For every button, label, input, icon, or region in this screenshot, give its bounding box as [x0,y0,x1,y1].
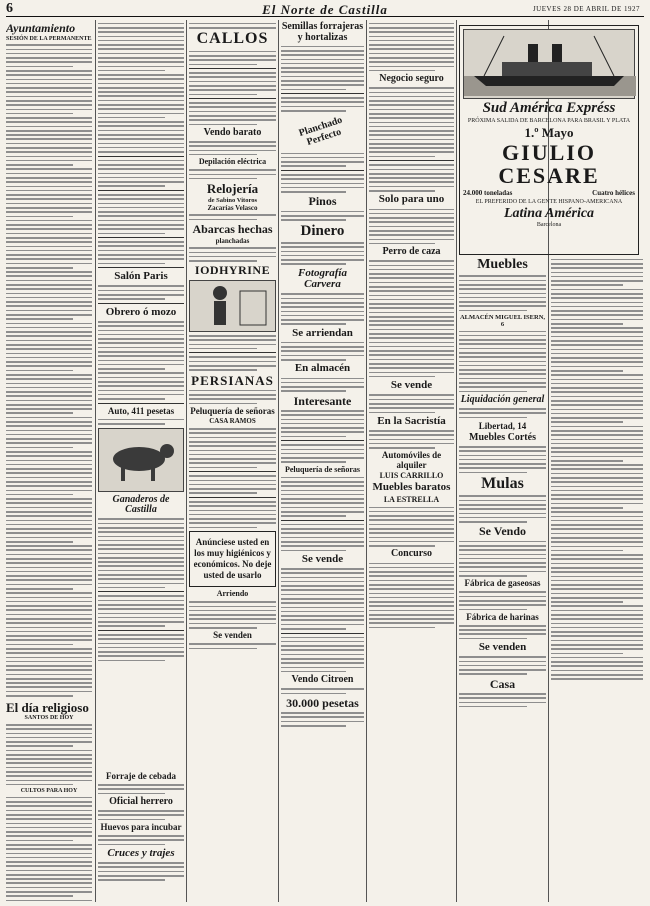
ad-heading: Abarcas hechas [192,221,273,236]
ad-heading: Obrero ó mozo [105,305,177,318]
ad-heading: Se venden [478,641,527,654]
ad-heading: Planchado Perfecto [297,114,344,148]
article-text [281,97,364,111]
article-text [281,174,364,193]
ad-heading: Fotografía Carvera [298,266,347,291]
ship-specs [463,189,635,197]
ad-heading: En la Sacristía [377,414,446,427]
article-text [98,419,184,425]
article-text [369,87,454,157]
ad-date: 1.º Mayo [524,124,574,140]
article-text [189,643,276,649]
ad-heading: Cruces y trajes [107,846,175,859]
ad-heading: Huevos para incubar [100,822,182,832]
ad-heading: Se vende [390,379,433,392]
masthead-title: El Norte de Castilla [262,2,388,17]
article-text [98,810,184,820]
ad-heading: Muebles Cortés [469,431,536,443]
article-text [189,23,276,29]
ad-heading: Perro de caza [382,246,441,258]
article-text [369,23,454,72]
ad-subheading: Libertad, 14 [478,420,527,431]
article-text [189,601,276,628]
column-rule [278,20,279,902]
ad-heading: Interesante [293,393,352,408]
ad-heading: Relojería [206,181,259,197]
article-text [281,242,364,265]
article-text [369,430,454,449]
ad-heading: Depilación eléctrica [198,157,267,167]
ad-heading: 30.000 pesetas [286,695,359,710]
subheading: SANTOS DE HOY [24,715,74,722]
ad-heading: Peluquería de señoras [190,406,275,416]
ad-heading: Se arriendan [292,326,353,339]
article-text [189,141,276,155]
ad-heading: Auto, 411 pesetas [107,405,175,416]
ad-subheading: PRÓXIMA SALIDA DE BARCELONA PARA BRASIL Y PLATA [467,117,631,124]
article-text [369,164,454,191]
ship-illustration [463,29,635,99]
animal-icon [99,429,183,489]
article-text [281,293,364,325]
article-text [189,214,276,220]
ad-heading: Mulas [481,475,524,492]
column-6 [551,256,643,904]
ad-heading: Automóviles de alquiler [381,450,442,470]
agent-name: Latina América [503,205,595,221]
ad-heading: Dinero [300,222,345,239]
ad-subheading: Zacarías Velasco [207,203,258,212]
section-heading: Ayuntamiento [6,21,76,35]
article-text [189,169,276,179]
subheading: CULTOS PARA HOY [20,788,78,795]
article-text [281,153,364,167]
column-2 [189,20,276,904]
article-text [459,495,546,522]
ad-heading: Fábrica de gaseosas [464,578,541,589]
ad-heading: Muebles baratos [372,481,451,494]
ad-heading: PERSIANAS [191,372,274,388]
article-text [6,374,92,697]
figure-icon [190,281,275,329]
article-text [189,501,276,528]
ad-subheading: planchadas [215,236,250,245]
page-header [6,2,644,17]
ad-subheading: CASA RAMOS [209,417,256,426]
ad-heading: Oficial herrero [109,795,173,807]
ad-subheading: de Sabino Vitoros [207,196,257,204]
ship-icon [464,30,636,96]
article-text [281,524,364,551]
ad-heading: Vendo Citroen [291,674,354,686]
article-text [369,563,454,629]
article-text [459,591,546,610]
article-text [459,541,546,577]
article-text [281,444,364,463]
ad-heading: En almacén [294,362,351,375]
ad-subheading: EL PREFERIDO DE LA GENTE HISPANO-AMERICANA [475,198,623,205]
column-5 [459,256,546,904]
ad-heading: Sud América Expréss [482,100,616,116]
column-3 [281,20,364,904]
page-number: 6 [6,1,13,16]
ad-heading: IODHYRINE [194,263,271,278]
agent-city: Barcelona [536,222,562,229]
article-text [281,688,364,694]
column-rule [186,20,187,902]
section-heading: El día religioso [6,699,89,715]
ship-name: GIULIO CESARE [498,140,600,189]
article-text [98,595,184,627]
article-text [459,625,546,639]
article-text [6,44,92,371]
article-text [369,260,454,377]
boxed-ad: Anúnciese usted en los muy higiénicos y económicos. No deje usted de usarlo [189,531,276,587]
ad-heading: Se vende [301,552,344,565]
article-text [6,724,92,786]
article-text [6,797,92,904]
article-text [189,72,276,95]
article-text [281,211,364,221]
article-text [189,356,276,370]
product-illustration [189,280,276,332]
article-text [459,275,546,311]
issue-date: JUEVES 28 DE ABRIL DE 1927 [532,5,640,13]
article-text [281,637,364,673]
article-text [281,410,364,437]
ad-subheading: LA ESTRELLA [383,494,440,504]
article-text [369,394,454,413]
column-1b-lower [98,770,184,904]
article-text [459,446,546,473]
article-text [459,656,546,675]
ad-heading: Pinos [308,194,337,209]
article-text [98,321,184,400]
article-text [369,209,454,245]
column-4 [369,20,454,904]
article-text [459,693,546,707]
ad-heading: Arriendo [216,589,249,599]
ad-heading: Negocio seguro [379,73,444,85]
article-text [98,835,184,845]
ad-heading: CALLOS [196,30,269,48]
article-text [189,475,276,494]
article-text [98,23,184,153]
ad-heading: Vendo barato [203,126,262,138]
article-text [281,342,364,361]
ad-heading: Casa [489,676,516,691]
ad-heading: Salón Paris [114,270,168,283]
article-text [459,408,546,418]
subheading: SESIÓN DE LA PERMANENTE [6,35,92,42]
ad-heading: Forraje de cebada [106,771,176,781]
article-text [98,518,184,588]
article-text [98,784,184,794]
ad-heading: Ganaderos de Castilla [112,493,170,516]
ad-heading: Peluquería de señoras [284,464,361,474]
article-text [281,712,364,726]
article-text [281,378,364,392]
article-text [369,507,454,547]
article-text [189,428,276,468]
tonnage: 24.000 toneladas [463,188,513,197]
article-text [98,634,184,661]
propellers: Cuatro hélices [592,188,635,197]
ad-heading: Muebles [477,257,528,272]
livestock-illustration [98,428,184,492]
article-text [98,194,184,234]
ad-heading: Solo para uno [378,193,445,206]
article-text [189,51,276,65]
ad-subheading: ALMACÉN MIGUEL ISERN, 6 [459,313,546,328]
article-text [551,259,643,680]
article-text [98,241,184,264]
column-rule [95,20,96,902]
column-1 [6,20,92,904]
article-text [189,390,276,404]
column-rule [366,20,367,902]
article-text [281,568,364,630]
ad-heading: Liquidación general [460,393,545,405]
article-text [189,247,276,261]
ad-subheading: LUIS CARRILLO [379,471,444,481]
article-text [459,331,546,393]
article-text [281,46,364,90]
column-rule [456,20,457,902]
ad-heading: Se Vendo [478,524,527,539]
article-text [189,102,276,125]
article-text [98,862,184,881]
article-text [281,477,364,517]
ad-heading: Concurso [390,548,433,560]
article-text [98,160,184,187]
article-text [98,285,184,299]
ad-heading: Semillas forrajeras y hortalizas [281,21,364,43]
shipping-ad [459,25,639,255]
article-text [189,335,276,349]
ad-heading: Fábrica de harinas [466,611,539,622]
ad-heading: Se venden [213,630,252,641]
